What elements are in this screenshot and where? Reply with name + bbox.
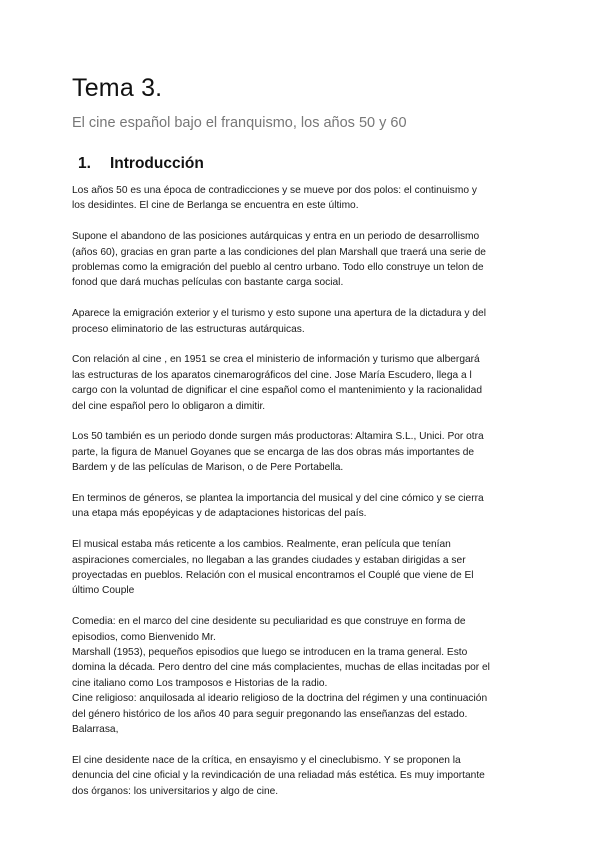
paragraph-line: cine italiano como Los tramposos e Historias de la radio. (72, 677, 328, 689)
document-title: Tema 3. (72, 74, 163, 102)
paragraph (72, 306, 528, 337)
paragraph-line: del cine español pero lo obligaron a dimitir. (72, 400, 266, 412)
paragraph-line: episodios, como Bienvenido Mr. (72, 631, 216, 643)
paragraph (72, 183, 528, 214)
paragraph-line: problemas como la emigración del pueblo al centro urbano. Todo ello construye un telon de (72, 262, 484, 274)
paragraph-line: del género histórico de los años 40 para seguir pregonando las enseñanzas del estado. (72, 708, 468, 720)
paragraph-line: En terminos de géneros, se plantea la importancia del musical y del cine cómico y se cierra (72, 493, 484, 505)
paragraph-line: dos órganos: los universitarios y algo de cine. (72, 785, 279, 797)
paragraph-line: los desidintes. El cine de Berlanga se encuentra en este último. (72, 200, 359, 212)
paragraph-line: Supone el abandono de las posiciones autárquicas y entra en un periodo de desarrollismo (72, 231, 480, 243)
paragraph-line: Marshall (1953), pequeños episodios que luego se introducen en la trama general. Esto (72, 647, 468, 659)
paragraph-line: El musical estaba más reticente a los cambios. Realmente, eran película que tenían (72, 539, 451, 551)
paragraph-line: una etapa más epopéyicas y de adaptaciones historicas del país. (72, 508, 367, 520)
section-title: Introducción (110, 155, 204, 172)
paragraph-line: Los 50 también es un periodo donde surgen más productoras: Altamira S.L., Unici. Por otra (72, 431, 484, 443)
section-heading (78, 153, 528, 175)
paragraph-line: El cine desidente nace de la crítica, en ensayismo y el cineclubismo. Y se proponen la (72, 754, 461, 766)
paragraph-line: domina la década. Pero dentro del cine más complacientes, muchas de ellas incitadas por el (72, 662, 490, 674)
paragraph-line: aspiraciones comerciales, no llegaban a las grandes ciudades y estaban dirigidas a ser (72, 554, 466, 566)
paragraph-line: las estructuras de los aparatos cinemarográficos del cine. Jose María Escudero, llega a l (72, 369, 472, 381)
paragraph-line: Con relación al cine , en 1951 se crea el ministerio de información y turismo que albergará (72, 354, 480, 366)
paragraph-line: denuncia del cine oficial y la revindicación de una reliadad más estética. Es muy importante (72, 770, 485, 782)
paragraph-line: Comedia: en el marco del cine desidente su peculiaridad es que construye en forma de (72, 616, 466, 628)
paragraph-line: Bardem y de las películas de Marison, o de Pere Portabella. (72, 462, 344, 474)
paragraph (72, 491, 528, 522)
paragraph-line: Los años 50 es una época de contradicciones y se mueve por dos polos: el continuismo y (72, 185, 477, 196)
document-subtitle: El cine español bajo el franquismo, los años 50 y 60 (72, 115, 407, 131)
paragraph (72, 614, 528, 737)
section-number: 1. (78, 155, 91, 172)
paragraph-line: Cine religioso: anquilosada al ideario religioso de la doctrina del régimen y una continuación (72, 693, 488, 705)
paragraph (72, 229, 528, 291)
paragraph (72, 429, 528, 475)
paragraph-line: fonod que dará muchas películas con bastante carga social. (72, 277, 344, 289)
paragraph (72, 753, 528, 799)
paragraph-line: proceso eliminatorio de las estructuras autárquicas. (72, 323, 305, 335)
paragraph-line: parte, la figura de Manuel Goyanes que se encarga de las dos obras más importantes de (72, 446, 475, 458)
paragraph-line: Balarrasa, (72, 724, 119, 736)
paragraph-line: último Couple (72, 585, 135, 597)
document-body (72, 183, 528, 799)
paragraph (72, 537, 528, 599)
paragraph-line: cargo con la voluntad de dignificar el cine español como el mantenimiento y la racionalidad (72, 385, 483, 397)
paragraph-line: (años 60), gracias en gran parte a las condiciones del plan Marshall que traerá una serie de (72, 246, 486, 258)
paragraph (72, 352, 528, 414)
paragraph-line: Aparece la emigración exterior y el turismo y esto supone una apertura de la dictadura y del (72, 308, 486, 320)
paragraph-line: proyectadas en pueblos. Relación con el musical encontramos el Couplé que viene de El (72, 570, 474, 582)
